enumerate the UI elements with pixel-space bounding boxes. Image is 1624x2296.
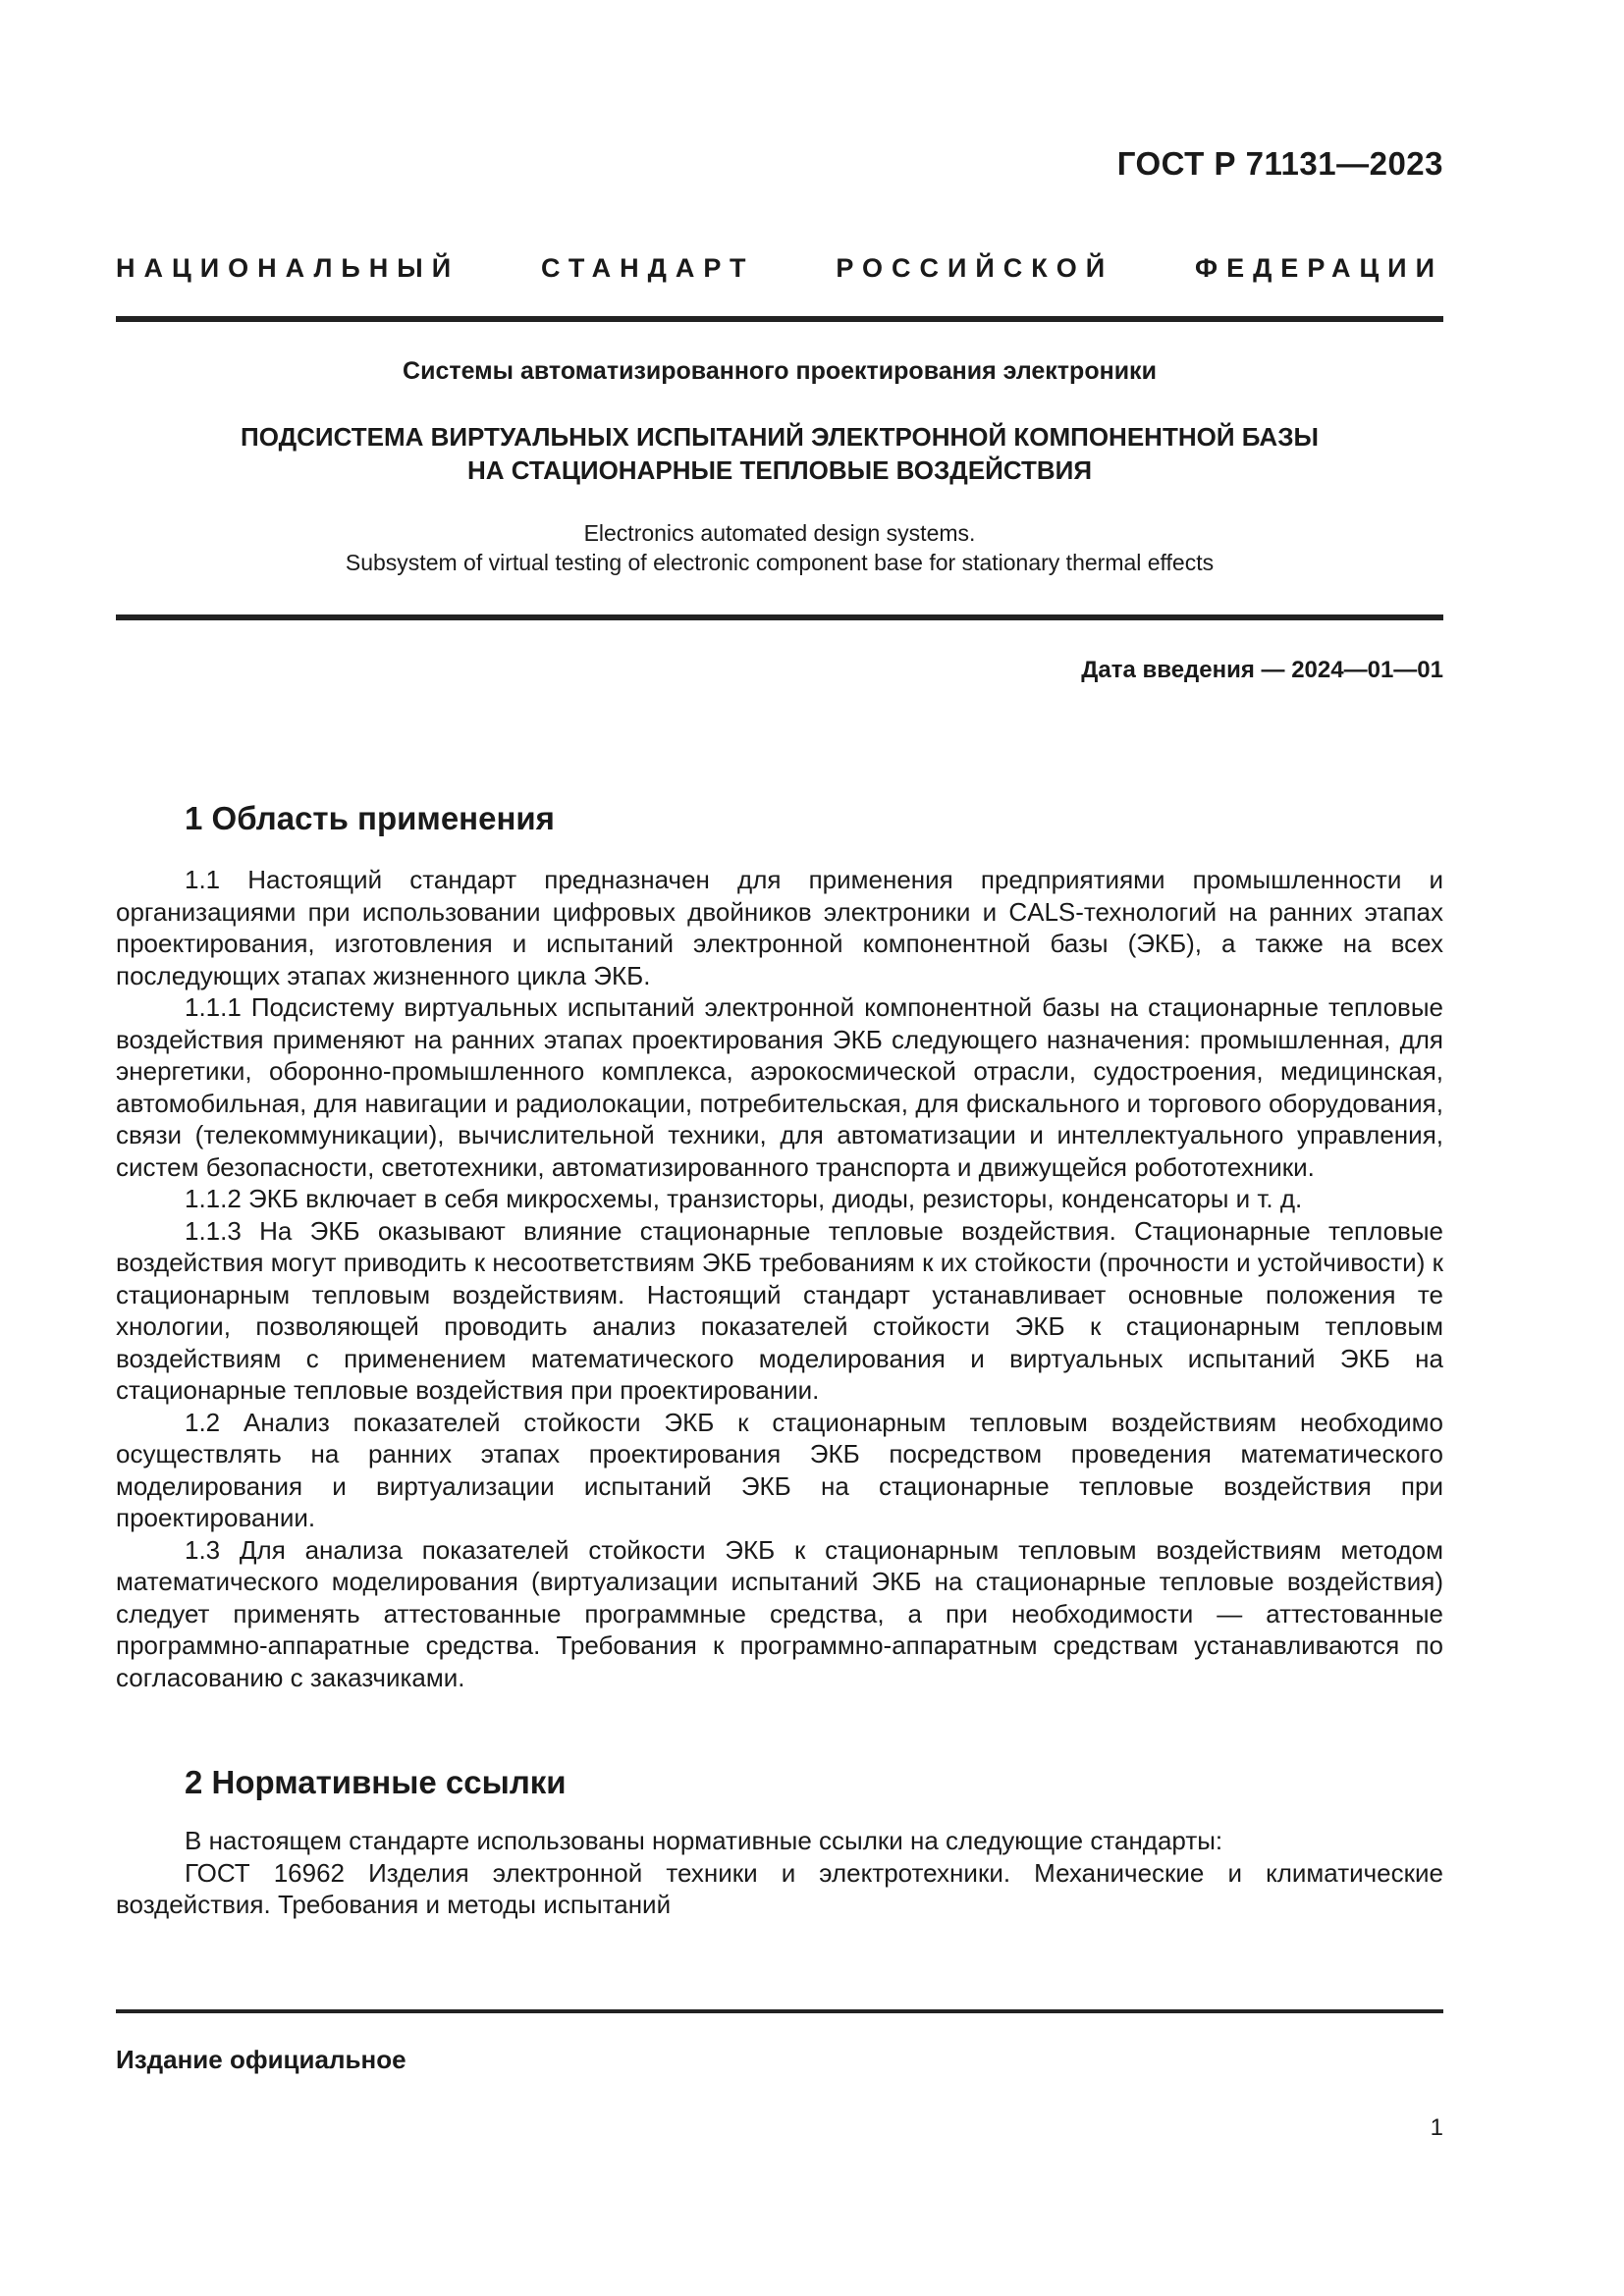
introduction-date: Дата введения — 2024—01—01 bbox=[1081, 657, 1443, 683]
national-standard-heading: НАЦИОНАЛЬНЫЙ СТАНДАРТ РОССИЙСКОЙ ФЕДЕРАЦИИ bbox=[116, 253, 1443, 283]
english-title-line-2: Subsystem of virtual testing of electronic component base for stationary thermal effects bbox=[345, 550, 1215, 575]
section-1-body bbox=[116, 864, 1443, 1693]
gost-number: ГОСТ Р 71131—2023 bbox=[1116, 145, 1443, 182]
page-number: 1 bbox=[1430, 2114, 1443, 2141]
section-2-heading: 2 Нормативные ссылки bbox=[185, 1764, 567, 1800]
main-title-line-1: ПОДСИСТЕМА ВИРТУАЛЬНЫХ ИСПЫТАНИЙ ЭЛЕКТРОННОЙ КОМПОНЕНТНОЙ БАЗЫ bbox=[241, 422, 1319, 452]
title-divider bbox=[116, 614, 1443, 620]
system-title: Системы автоматизированного проектирования электроники bbox=[403, 357, 1157, 385]
top-divider bbox=[116, 316, 1443, 322]
english-title-line-1: Electronics automated design systems. bbox=[583, 520, 976, 546]
paragraph-2-reference: ГОСТ 16962 Изделия электронной техники и электротехники. Механические и климатические воздействия. Требования и методы испытаний bbox=[116, 1857, 1443, 1919]
section-1-heading: 1 Область применения bbox=[185, 800, 555, 836]
footer-divider bbox=[116, 2009, 1443, 2013]
paragraph-2-intro: В настоящем стандарте использованы нормативные ссылки на следующие стандарты: bbox=[185, 1826, 1223, 1855]
paragraph-1-3: 1.3 Для анализа показателей стойкости ЭКБ к стационарным тепловым воздействиям методом математического моделирования (виртуализации испытаний ЭКБ на стационарные тепловые воздействия) следует применять аттестованные программные средства, а при необходимости — аттестованные программно-аппаратные средства. Требования к программно-аппаратным средствам устанавливаются по согласованию с заказчиками. bbox=[116, 1534, 1443, 1692]
paragraph-1-1-1: 1.1.1 Подсистему виртуальных испытаний электронной компонентной базы на стационарные тепловые воздействия применяют на ранних этапах проектирования ЭКБ следующего назначения: промышленная, для энергетики, оборонно-промышленного комплекса, аэрокосмической отрасли, судостроения, медицинская, автомобильная, для навигации и радиолокации, потребительская, для фискального и торгового оборудования, связи (телекоммуникации), вычислительной техники, для автоматизации и интеллектуального управления, систем безопасности, светотехники, автоматизированного транспорта и движущейся робототехники. bbox=[116, 992, 1443, 1182]
paragraph-1-1: 1.1 Настоящий стандарт предназначен для применения предприятиями промышленности и организациями при использовании цифровых двойников электроники и CALS-технологий на ранних этапах проектирования, изготовления и испытаний электронной компонентной базы (ЭКБ), а также на всех последующих этапах жизненного цикла ЭКБ. bbox=[116, 865, 1443, 990]
paragraph-1-2: 1.2 Анализ показателей стойкости ЭКБ к стационарным тепловым воздействиям необходимо осуществлять на ранних этапах проектирования ЭКБ посредством проведения математического моделирования и виртуализации испытаний ЭКБ на стационарные тепловые воздействия при проектировании. bbox=[116, 1407, 1443, 1532]
paragraph-1-1-3: 1.1.3 На ЭКБ оказывают влияние стационарные тепловые воздействия. Стационарные тепловые воздействия могут приводить к несоответствиям ЭКБ требованиям к их стойкости (прочности и устойчивости) к стационарным тепловым воздействиям. Настоящий стандарт устанавливает основные положения те хнологии, позволяющей проводить анализ показателей стойкости ЭКБ к стационарным тепловым воздействиям с применением математического моделирования и виртуальных испытаний ЭКБ на стационарные тепловые воздействия при проектировании. bbox=[116, 1215, 1443, 1405]
main-title bbox=[116, 420, 1443, 487]
main-title-line-2: НА СТАЦИОНАРНЫЕ ТЕПЛОВЫЕ ВОЗДЕЙСТВИЯ bbox=[466, 455, 1093, 485]
english-title bbox=[116, 518, 1443, 577]
paragraph-1-1-2: 1.1.2 ЭКБ включает в себя микросхемы, транзисторы, диоды, резисторы, конденсаторы и т. д. bbox=[185, 1184, 1303, 1213]
official-edition-label: Издание официальное bbox=[116, 2045, 406, 2074]
section-2-body bbox=[116, 1825, 1443, 1921]
